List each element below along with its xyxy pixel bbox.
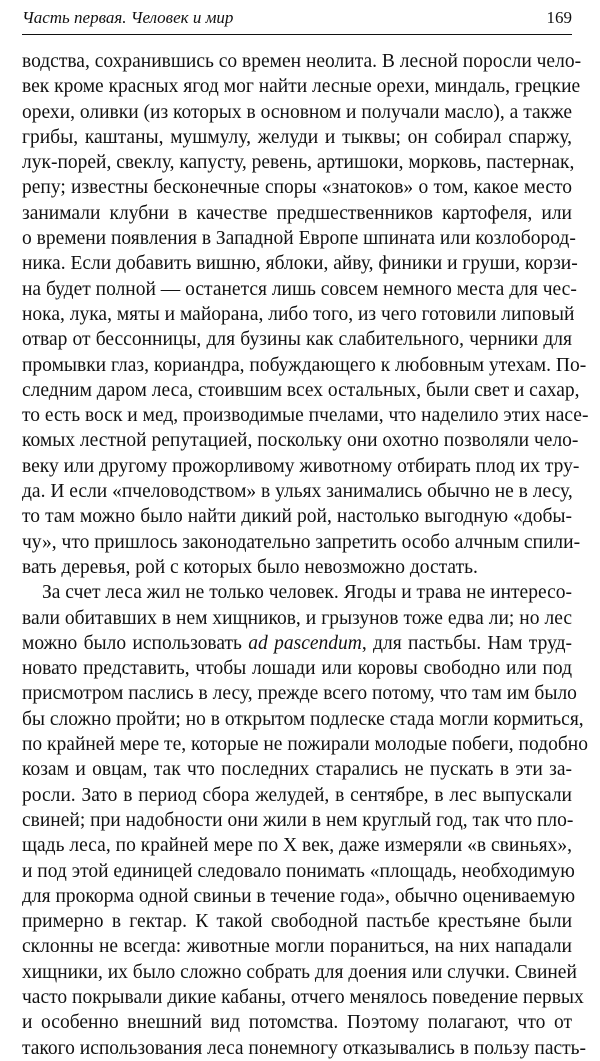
text-line: нока, лука, мяты и майорана, либо того, из чего готовили липовый — [22, 303, 575, 325]
text-line: водства, сохранившись со времен неолита. В лесной поросли чело- — [22, 51, 582, 72]
text-line: следним даром леса, стоившим всех остальных, были свет и сахар, — [22, 379, 580, 401]
page-number: 169 — [546, 8, 572, 27]
text-line: ника. Если добавить вишню, яблоки, айву, финики и груши, корзи- — [22, 253, 578, 275]
text-line: да. И если «пчеловодством» в ульях занимались обычно не в лесу, — [22, 481, 573, 503]
text-line: присмотром паслись в лесу, прежде всего потому, что там им было — [22, 683, 577, 705]
text-line: для прокорма одной свиньи в течение года», обычно оцениваемую — [22, 885, 576, 907]
text-line: грибы, каштаны, мушмулу, желуди и тыквы; он собирал спаржу, — [22, 126, 572, 148]
text-line: новато представить, чтобы лошади или коровы свободно или под — [22, 658, 572, 680]
text-line-with-italic — [22, 631, 572, 656]
text-line: репу; известны бесконечные споры «знатоков» о том, какое место — [22, 177, 572, 199]
text-line: лук-порей, свеклу, капусту, ревень, артишоки, морковь, пастернак, — [22, 152, 575, 174]
text-line: склонны не всегда: животные могли пораниться, на них нападали — [22, 936, 572, 958]
running-title: Часть первая. Человек и мир — [22, 8, 234, 27]
text-line: на будет полной — останется лишь совсем немного места для чес- — [22, 278, 577, 300]
text-line: росли. Зато в период сбора желудей, в сентябре, в лес выпускали — [22, 784, 572, 806]
text-line: бы сложно пройти; но в открытом подлеске стада могли кормиться, — [22, 708, 584, 730]
text-line: комых лестной репутацией, поскольку они охотно позволяли чело- — [22, 430, 579, 452]
text-line: о времени появления в Западной Европе шпината или козлобород- — [22, 228, 576, 250]
text-line: то там можно было найти дикий рой, настолько выгодную «добы- — [22, 506, 572, 528]
text-line: чу», что пришлось законодательно запретить особо алчным спили- — [22, 531, 581, 553]
paragraph-1 — [22, 49, 589, 580]
text-line: хищники, их было сложно собрать для доения или случки. Свиней — [22, 961, 577, 983]
paragraph-2 — [22, 580, 588, 1061]
text-line: веку или другому прожорливому животному отбирать плод их тру- — [22, 455, 580, 477]
text-line: вать деревья, рой с которых было невозможно достать. — [22, 556, 478, 578]
text-line: примерно в гектар. К такой свободной пастьбе крестьяне были — [22, 911, 572, 933]
text-line: и под этой единицей следовало понимать «площадь, необходимую — [22, 860, 575, 882]
text-line: то есть воск и мед, производимые пчелами, что наделило этих насе- — [22, 405, 589, 427]
text-line: по крайней мере те, которые не пожирали молодые побеги, подобно — [22, 734, 588, 756]
text-line: щадь леса, по крайней мере по X век, даже измеряли «в свиньях», — [22, 835, 572, 857]
text-segment: , для пастьбы. Нам труд- — [361, 632, 573, 654]
latin-phrase: ad pascendum — [248, 632, 362, 654]
body-text — [22, 49, 589, 1061]
text-line: такого использования леса понемногу отказывались в пользу пасть- — [22, 1037, 587, 1059]
text-line: свиней; при надобности они жили в нем круглый год, так что пло- — [22, 809, 574, 831]
text-line: век кроме красных ягод мог найти лесные орехи, миндаль, грецкие — [22, 76, 581, 98]
text-line: вали обитавших в нем хищников, и грызунов тоже едва ли; но лес — [22, 607, 572, 629]
text-line: отвар от бессонницы, для бузины как слабительного, черники для — [22, 329, 572, 351]
running-head — [22, 4, 572, 35]
text-line: промывки глаз, кориандра, побуждающего к любовным утехам. По- — [22, 354, 587, 376]
text-line: За счет леса жил не только человек. Ягоды и трава не интересо- — [42, 582, 572, 604]
text-line: орехи, оливки (из которых в основном и получали масло), а также — [22, 101, 572, 123]
text-line: занимали клубни в качестве предшественников картофеля, или — [22, 202, 572, 224]
text-segment: можно было использовать — [22, 632, 249, 654]
text-line: и особенно внешний вид потомства. Поэтому полагают, что от — [22, 1012, 572, 1034]
text-line: часто покрывали дикие кабаны, отчего менялось поведение первых — [22, 986, 584, 1008]
text-line: козам и овцам, так что последних старались не пускать в эти за- — [22, 759, 572, 781]
